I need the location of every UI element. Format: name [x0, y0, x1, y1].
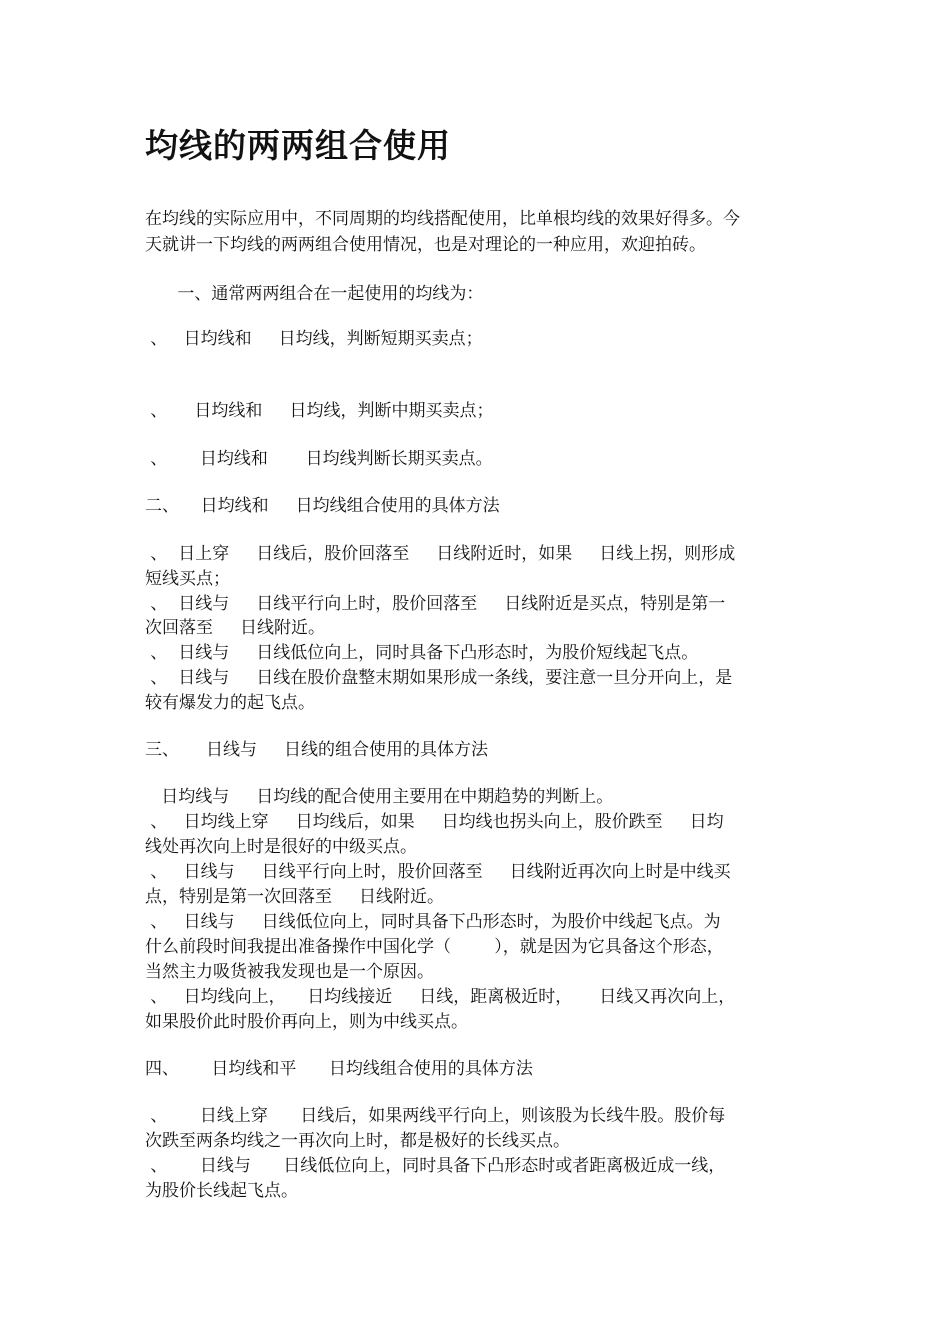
section-heading: 二、 日均线和 日均线组合使用的具体方法: [145, 496, 500, 516]
section-heading: 一、通常两两组合在一起使用的均线为：: [145, 284, 484, 304]
section-heading: 三、 日线与 日线的组合使用的具体方法: [145, 740, 489, 760]
list-item: 、 日线与 日线低位向上，同时具备下凸形态时，为股价短线起飞点。: [145, 643, 699, 663]
list-item-continuation: 线处再次向上时是很好的中级买点。: [145, 837, 417, 857]
list-item: 、 日均线上穿 日均线后，如果 日均线也拐头向上，股价跌至 日均: [145, 812, 724, 832]
list-item-continuation: 点，特别是第一次回落至 日线附近。: [145, 887, 445, 907]
list-item: 、 日线与 日线平行向上时，股价回落至 日线附近是买点，特别是第一: [145, 594, 726, 614]
list-item: 、 日线与 日线在股价盘整末期如果形成一条线，要注意一旦分开向上，是: [145, 668, 733, 688]
list-item: 、 日线上穿 日线后，如果两线平行向上，则该股为长线牛股。股价每: [145, 1106, 726, 1126]
list-item: 、 日线与 日线低位向上，同时具备下凸形态时，为股价中线起飞点。为: [145, 912, 721, 932]
list-item-continuation: 为股价长线起飞点。: [145, 1181, 298, 1201]
list-item: 、 日均线和 日均线，判断中期买卖点；: [145, 401, 494, 421]
page-title: 均线的两两组合使用: [145, 126, 451, 165]
list-item: 、 日均线向上， 日均线接近 日线，距离极近时， 日线又再次向上，: [145, 987, 736, 1007]
paragraph-line: 日均线与 日均线的配合使用主要用在中期趋势的判断上。: [145, 787, 614, 807]
list-item-continuation: 次回落至 日线附近。: [145, 618, 326, 638]
list-item: 、 日均线和 日均线，判断短期买卖点；: [145, 329, 483, 349]
list-item-continuation: 当然主力吸货被我发现也是一个原因。: [145, 962, 434, 982]
section-heading: 四、 日均线和平 日均线组合使用的具体方法: [145, 1059, 533, 1079]
list-item: 、 日上穿 日线后，股价回落至 日线附近时，如果 日线上拐，则形成: [145, 544, 736, 564]
list-item-continuation: 如果股价此时股价再向上，则为中线买点。: [145, 1012, 468, 1032]
list-item: 、 日线与 日线低位向上，同时具备下凸形态时或者距离极近成一线，: [145, 1156, 726, 1176]
paragraph-line: 天就讲一下均线的两两组合使用情况，也是对理论的一种应用，欢迎拍砖。: [145, 235, 706, 255]
list-item-continuation: 什么前段时间我提出准备操作中国化学（ ），就是因为它具备这个形态，: [145, 937, 724, 957]
paragraph-line: 在均线的实际应用中，不同周期的均线搭配使用，比单根均线的效果好得多。今: [145, 209, 740, 229]
list-item: 、 日线与 日线平行向上时，股价回落至 日线附近再次向上时是中线买: [145, 862, 731, 882]
list-item-continuation: 较有爆发力的起飞点。: [145, 693, 315, 713]
list-item-continuation: 次跌至两条均线之一再次向上时，都是极好的长线买点。: [145, 1131, 570, 1151]
list-item-continuation: 短线买点；: [145, 569, 230, 589]
list-item: 、 日均线和 日均线判断长期买卖点。: [145, 449, 493, 469]
